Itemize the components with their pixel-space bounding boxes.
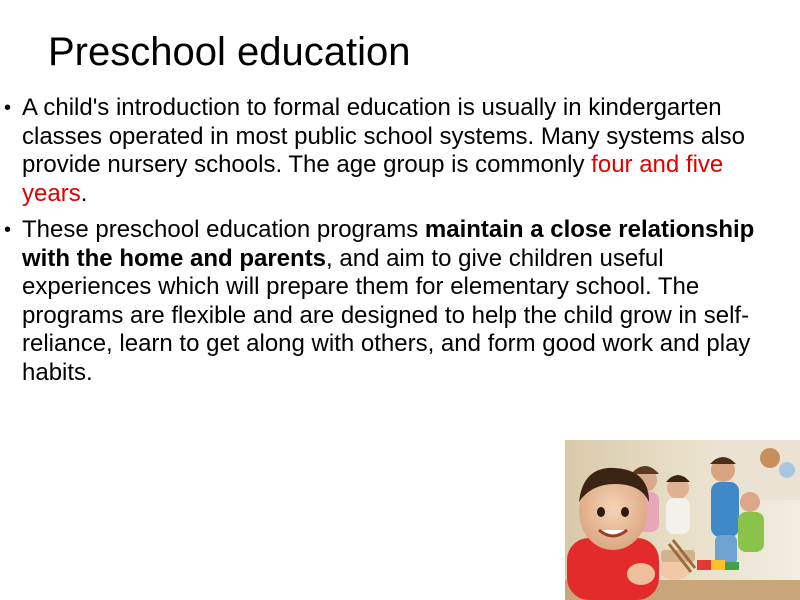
bullet-list: [0, 94, 780, 395]
bullet-intro-end: .: [80, 179, 88, 207]
bullet-glyph: •: [4, 219, 12, 241]
age-group-highlight: four and five years: [22, 151, 724, 207]
bullet-programs-end: , and aim to give children useful experiences which will prepare them for elementary school. The programs are flexible and are designed to help the child grow in self-reliance, learn to get along with others, and form good work and play habits.: [22, 244, 751, 386]
bullet-programs-text: These preschool education programs: [22, 216, 425, 243]
bullet-item-intro: [0, 94, 780, 208]
bullet-glyph: •: [4, 97, 12, 119]
classroom-children-photo: [565, 440, 800, 600]
bullet-item-programs: [0, 216, 780, 387]
bullet-intro-text: A child's introduction to formal education is usually in kindergarten classes operated in most public school systems. Many systems also provide nursery schools. The age group is commonly: [22, 94, 745, 178]
relationship-emphasis: maintain a close relationship with the home and parents: [22, 216, 755, 272]
slide-title: Preschool education: [48, 30, 411, 74]
